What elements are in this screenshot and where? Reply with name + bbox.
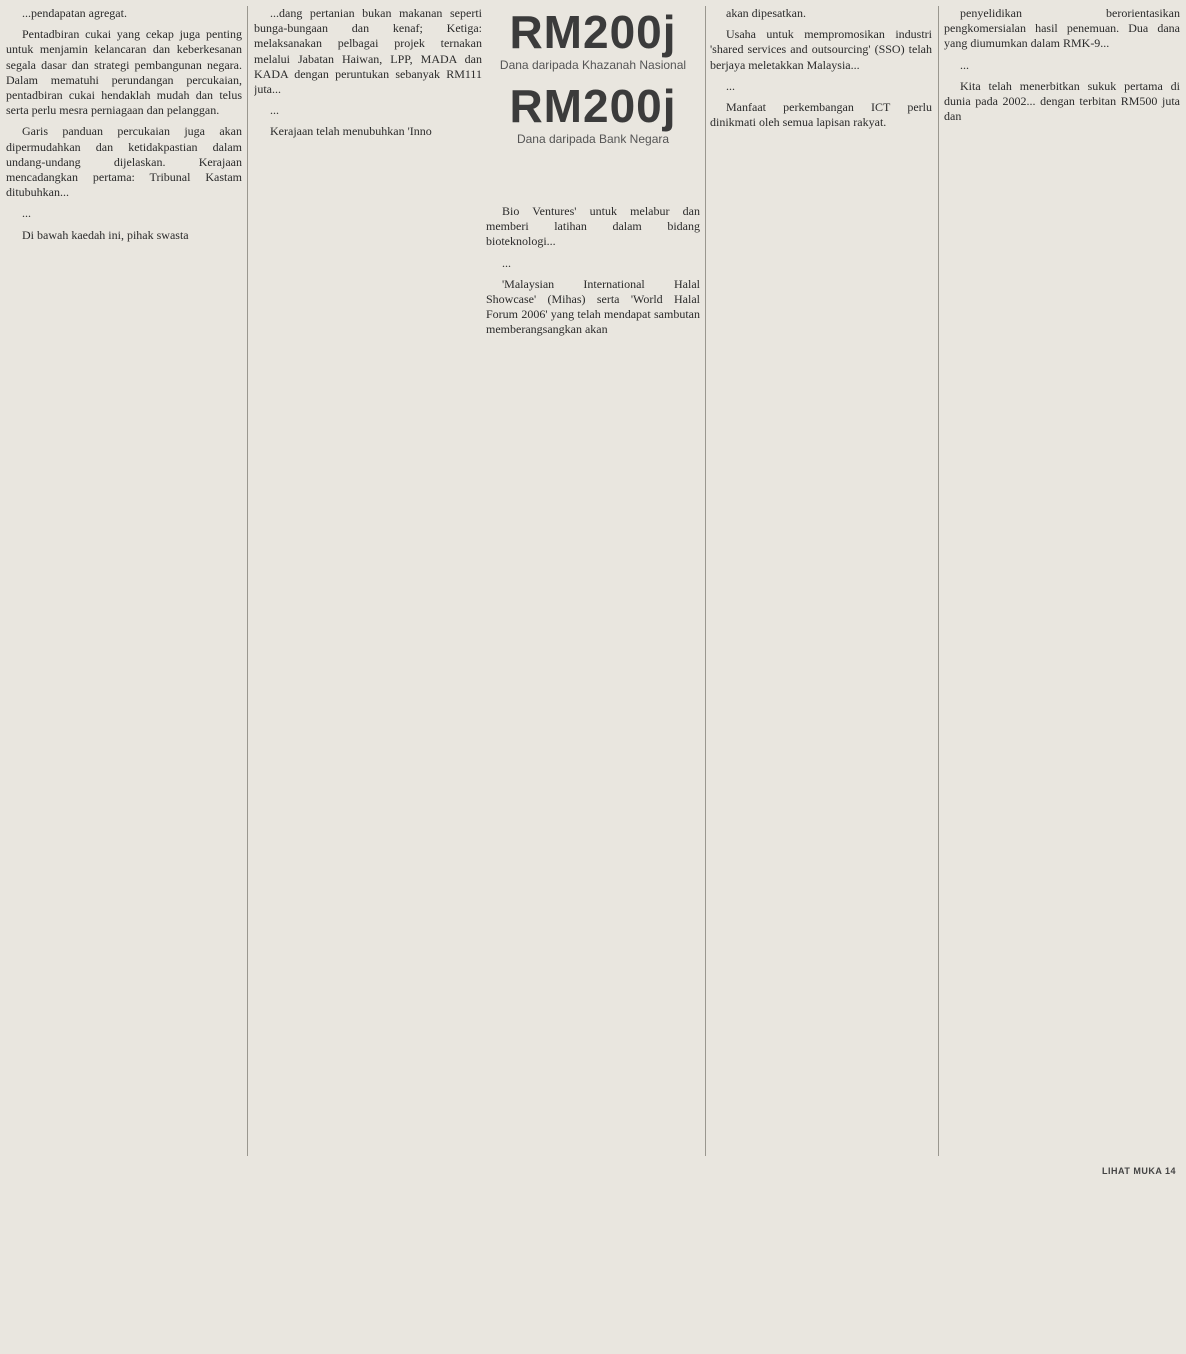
article-paragraph: ...dang pertanian bukan makanan seperti bunga-bungaan dan kenaf; Ketiga: melaksanakan pelbagai projek ternakan melalui Jabatan Haiwan, LPP, MADA dan KADA dengan peruntukan sebanyak RM111 juta...: [254, 6, 482, 97]
highlight-amount: RM200j: [509, 6, 677, 58]
article-paragraph: 'Malaysian International Halal Showcase' (Mihas) serta 'World Halal Forum 2006' yang telah mendapat sambutan memberangsangkan akan: [486, 276, 700, 337]
article-paragraph: Bio Ventures' untuk melabur dan memberi latihan dalam bidang bioteknologi...: [486, 204, 700, 249]
continued-label: LIHAT MUKA 14: [1102, 1166, 1176, 1176]
article-paragraph: ...: [726, 78, 735, 93]
article-paragraph: ...: [960, 57, 969, 72]
column-divider: [938, 6, 939, 1156]
article-paragraph: akan dipesatkan.: [726, 6, 806, 20]
article-column-4: [710, 6, 932, 1156]
article-paragraph: Garis panduan percukaian juga akan dipermudahkan dan ketidakpastian dalam undang-undang dijelaskan. Kerajaan mencadangkan pertama: Tribunal Kastam ditubuhkan...: [6, 124, 242, 200]
article-paragraph: ...: [22, 206, 31, 221]
article-paragraph: ...: [270, 103, 279, 118]
funding-highlight-box: [486, 6, 700, 198]
article-paragraph: ...pendapatan agregat.: [22, 6, 127, 20]
column-divider: [247, 6, 248, 1156]
article-paragraph: Manfaat perkembangan ICT perlu dinikmati oleh semua lapisan rakyat.: [710, 100, 932, 130]
article-column-5: [944, 6, 1180, 1156]
highlight-caption: Dana daripada Bank Negara: [516, 132, 670, 146]
article-column-2: [254, 6, 482, 1156]
highlight-amount: RM200j: [509, 80, 677, 132]
article-paragraph: Kita telah menerbitkan sukuk pertama di dunia pada 2002... dengan terbitan RM500 juta dan: [944, 78, 1180, 124]
article-column-3: [486, 204, 700, 1354]
highlight-caption: Dana daripada Khazanah Nasional: [499, 58, 687, 72]
column-divider: [705, 6, 706, 1156]
article-paragraph: Pentadbiran cukai yang cekap juga penting untuk menjamin kelancaran dan keberkesanan segala dasar dan strategi pembangunan negara. Dalam mematuhi perundangan percukaian, pentadbiran cukai hendaklah mudah dan telus serta perlu mesra perniagaan dan pelanggan.: [6, 27, 242, 118]
article-paragraph: penyelidikan berorientasikan pengkomersialan hasil penemuan. Dua dana yang diumumkan dalam RMK-9...: [944, 6, 1180, 51]
article-paragraph: ...: [502, 255, 511, 270]
article-paragraph: Kerajaan telah menubuhkan 'Inno: [270, 124, 432, 139]
article-paragraph: Usaha untuk mempromosikan industri 'shared services and outsourcing' (SSO) telah berjaya meletakkan Malaysia...: [710, 27, 932, 72]
article-column-1: [6, 6, 242, 1156]
article-paragraph: Di bawah kaedah ini, pihak swasta: [22, 227, 189, 242]
